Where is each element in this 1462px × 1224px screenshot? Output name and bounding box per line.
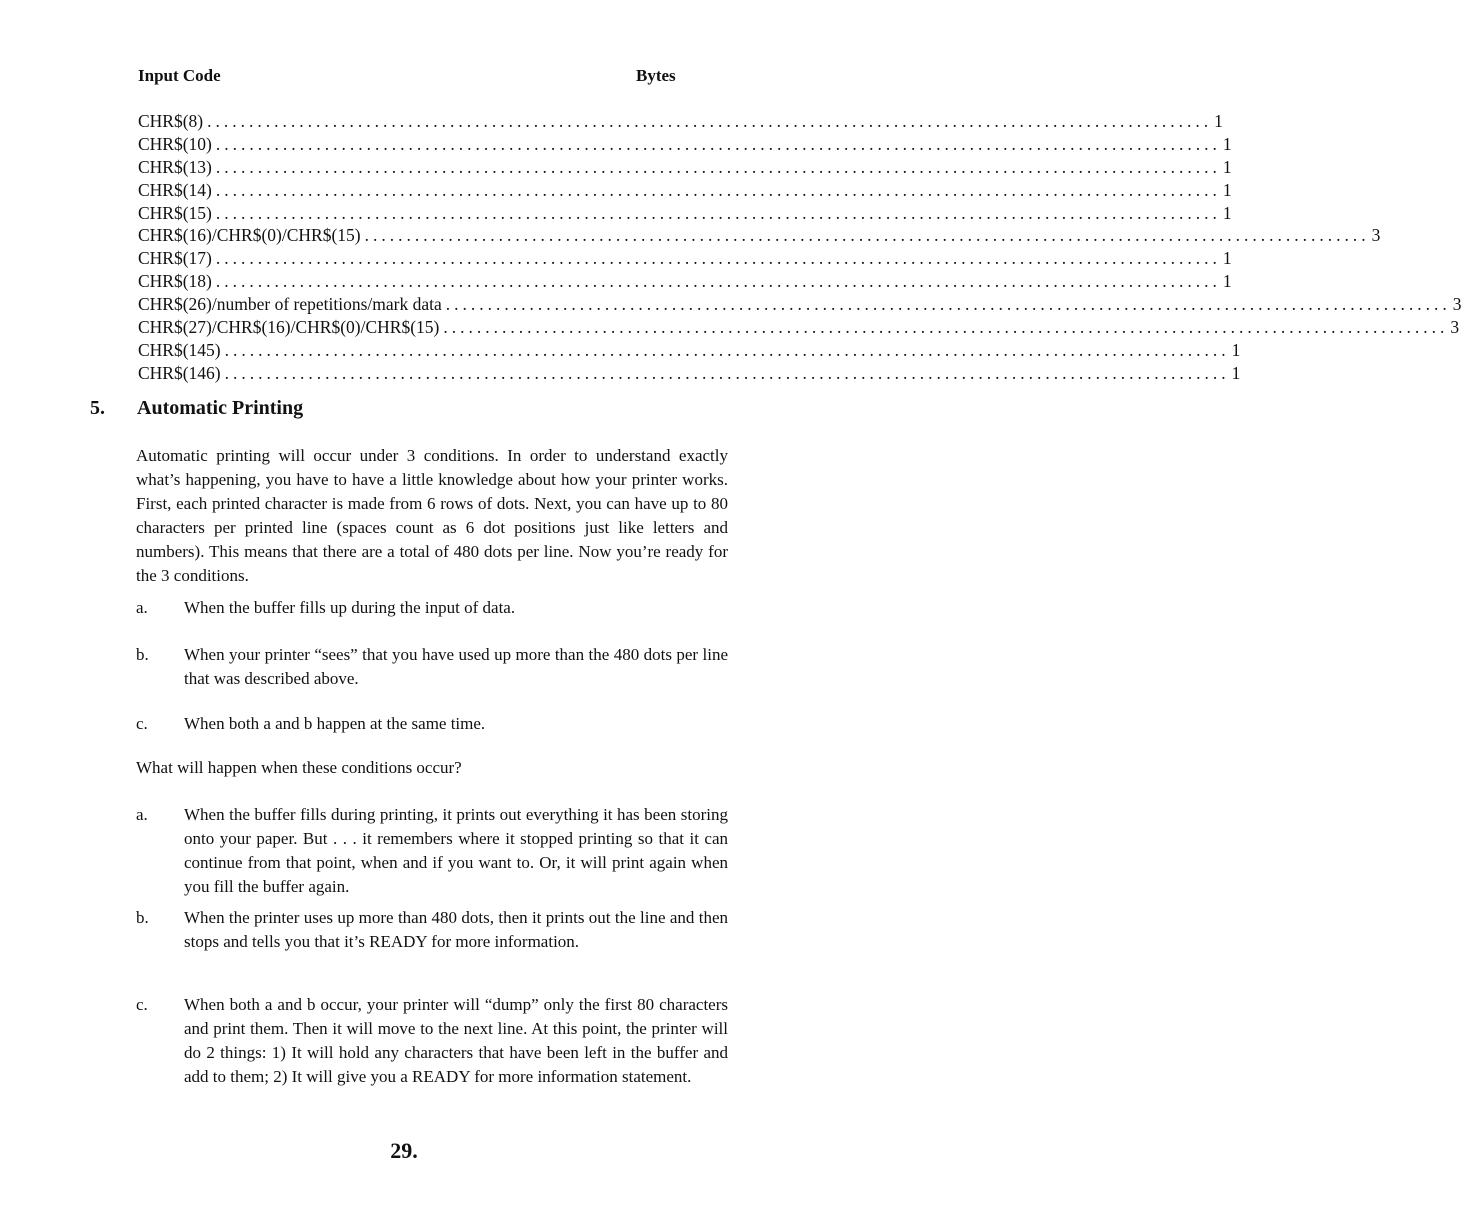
condition-label: a. <box>136 598 148 617</box>
result-text: When the buffer fills during printing, it prints out everything it has been storing onto your paper. But . . . it remembers where it stopped printing so that it can continue from that point, when and if you want to. Or, it will print again when you fill the buffer again. <box>184 805 728 897</box>
code-table-row <box>138 270 1232 293</box>
dot-leader: ........................................................................................................................ <box>443 317 1449 338</box>
condition-text: When the buffer fills up during the input of data. <box>184 598 516 617</box>
result-item-a <box>136 803 728 899</box>
byte-count: 1 <box>1214 111 1223 131</box>
code-table-row <box>138 110 1223 133</box>
result-label: b. <box>136 908 149 927</box>
input-code: CHR$(26)/number of repetitions/mark data <box>138 294 442 315</box>
input-code: CHR$(18) <box>138 271 212 292</box>
condition-item-a <box>136 596 728 620</box>
dot-leader: ........................................................................................................................ <box>215 202 1221 223</box>
byte-count: 3 <box>1371 225 1381 246</box>
page-number: 29. <box>390 1138 418 1163</box>
dot-leader: ........................................................................................................................ <box>445 294 1451 315</box>
result-text: When both a and b occur, your printer will “dump” only the first 80 characters and print them. Then it will move to the next line. At this point, the printer will do 2 things: 1) It will hold any characters that have been left in the buffer and add to them; 2) It will give you a READY for more information statement. <box>184 995 728 1087</box>
byte-count: 1 <box>1222 179 1232 200</box>
dot-leader: ........................................................................................................................ <box>224 362 1230 383</box>
section-number: 5. <box>90 397 105 419</box>
code-table-row <box>138 156 1232 179</box>
condition-text: When your printer “sees” that you have used up more than the 480 dots per line that was described above. <box>184 645 728 689</box>
input-code: CHR$(8) <box>138 111 204 131</box>
input-code: CHR$(14) <box>138 179 212 200</box>
column-header-bytes: Bytes <box>636 66 676 85</box>
condition-label: c. <box>136 714 148 733</box>
code-table-row <box>138 224 1381 247</box>
section-title: Automatic Printing <box>137 397 304 419</box>
dot-leader: ........................................................................................................................ <box>224 339 1230 360</box>
byte-count: 3 <box>1450 317 1460 338</box>
intro-paragraph: Automatic printing will occur under 3 conditions. In order to understand exactly what’s happening, you have to have a little knowledge about how your printer works. First, each printed character is made from 6 rows of dots. Next, you can have up to 80 characters per printed line (spaces count as 6 dot positions just like letters and numbers). This means that there are a total of 480 dots per line. Now you’re ready for the 3 conditions. <box>136 446 728 586</box>
byte-count: 3 <box>1452 294 1462 315</box>
result-text: When the printer uses up more than 480 dots, then it prints out the line and then stops and tells you that it’s READY for more information. <box>184 908 728 952</box>
result-label: c. <box>136 995 148 1014</box>
byte-count: 1 <box>1222 271 1232 292</box>
code-table-row <box>138 133 1232 156</box>
code-table-row <box>138 247 1232 270</box>
column-header-input-code: Input Code <box>138 66 221 85</box>
input-code: CHR$(27)/CHR$(16)/CHR$(0)/CHR$(15) <box>138 317 440 338</box>
condition-item-c <box>136 712 728 736</box>
dot-leader: ........................................................................................................................ <box>215 271 1221 292</box>
byte-count: 1 <box>1222 202 1232 223</box>
input-code: CHR$(13) <box>138 156 212 177</box>
result-item-c <box>136 993 728 1089</box>
dot-leader: ........................................................................................................................ <box>215 248 1221 269</box>
condition-label: b. <box>136 645 149 664</box>
input-code-table <box>138 110 1462 385</box>
byte-count: 1 <box>1231 339 1241 360</box>
input-code: CHR$(10) <box>138 133 212 154</box>
byte-count: 1 <box>1222 133 1232 154</box>
code-table-row <box>138 339 1241 362</box>
dot-leader: ........................................................................................................................ <box>207 111 1213 131</box>
byte-count: 1 <box>1222 248 1232 269</box>
dot-leader: ........................................................................................................................ <box>215 133 1221 154</box>
input-code: CHR$(145) <box>138 339 221 360</box>
input-code: CHR$(16)/CHR$(0)/CHR$(15) <box>138 225 361 246</box>
result-label: a. <box>136 805 148 824</box>
code-table-row <box>138 293 1462 316</box>
dot-leader: ........................................................................................................................ <box>215 156 1221 177</box>
dot-leader: ........................................................................................................................ <box>215 179 1221 200</box>
input-code: CHR$(15) <box>138 202 212 223</box>
result-item-b <box>136 906 728 954</box>
code-table-row <box>138 202 1232 225</box>
code-table-row <box>138 362 1241 385</box>
condition-text: When both a and b happen at the same time. <box>184 714 486 733</box>
byte-count: 1 <box>1231 362 1241 383</box>
condition-item-b <box>136 643 728 691</box>
code-table-row <box>138 179 1232 202</box>
input-code: CHR$(146) <box>138 362 221 383</box>
code-table-row <box>138 316 1460 339</box>
input-code: CHR$(17) <box>138 248 212 269</box>
question-line: What will happen when these conditions occur? <box>136 758 462 777</box>
byte-count: 1 <box>1222 156 1232 177</box>
dot-leader: ........................................................................................................................ <box>364 225 1370 246</box>
